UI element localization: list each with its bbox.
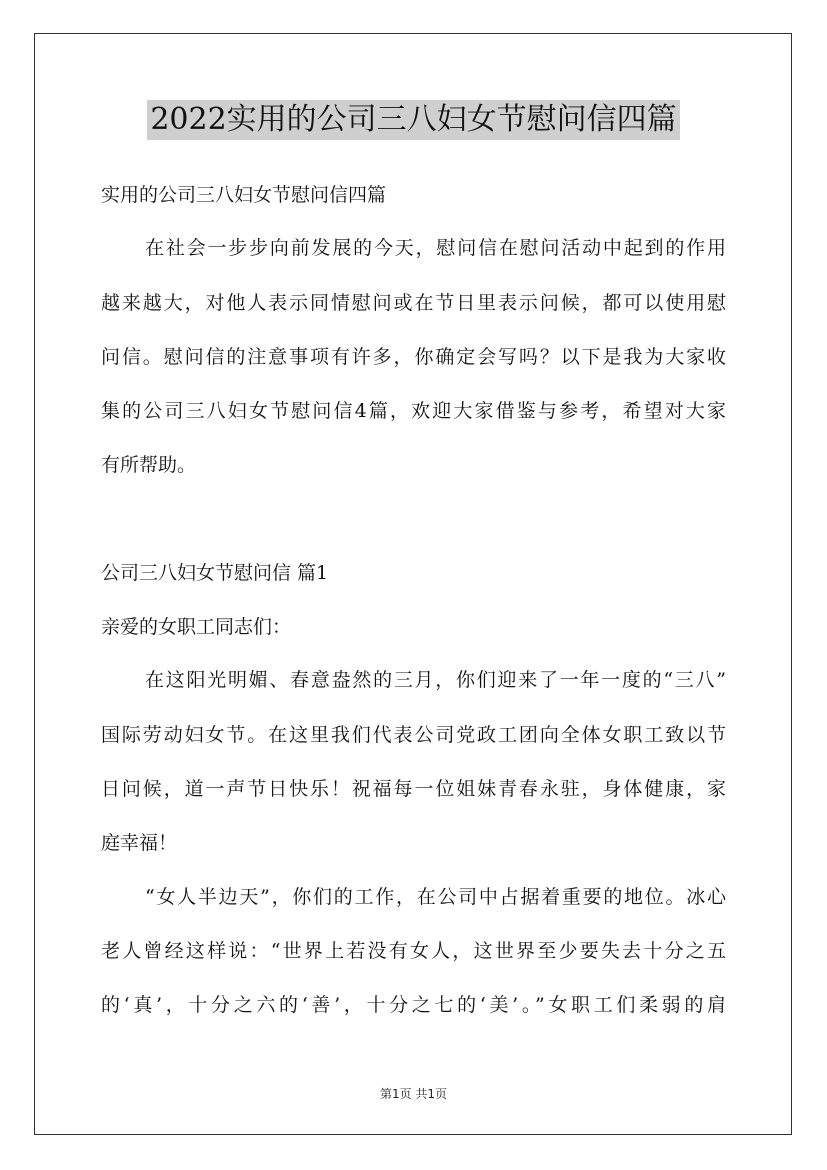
paragraph-line: 国际劳动妇女节。在这里我们代表公司党政工团向全体女职工致以节 <box>101 724 726 746</box>
paragraph-line: 在这阳光明媚、春意盎然的三月，你们迎来了一年一度的“三八” <box>145 669 726 691</box>
document-title-wrap <box>0 100 827 140</box>
subtitle-line: 实用的公司三八妇女节慰问信四篇 <box>101 184 387 206</box>
page-footer: 第1页 共1页 <box>379 1087 448 1101</box>
section-heading: 公司三八妇女节慰问信 篇1 <box>101 562 329 584</box>
paragraph-line: 庭幸福！ <box>101 832 178 854</box>
salutation: 亲爱的女职工同志们： <box>101 616 292 638</box>
paragraph-line: 越来越大，对他人表示同情慰问或在节日里表示问候，都可以使用慰 <box>101 292 726 314</box>
paragraph-line: 集的公司三八妇女节慰问信4篇，欢迎大家借鉴与参考，希望对大家 <box>101 400 726 422</box>
document-title: 2022实用的公司三八妇女节慰问信四篇 <box>147 100 679 140</box>
paragraph-line: 日问候，道一声节日快乐！祝福每一位姐妹青春永驻，身体健康，家 <box>101 778 726 800</box>
paragraph-line: 的‘真’，十分之六的‘善’，十分之七的‘美’。”女职工们柔弱的肩 <box>101 994 726 1016</box>
paragraph-line: “女人半边天”，你们的工作，在公司中占据着重要的地位。冰心 <box>145 886 726 908</box>
paragraph-line: 问信。慰问信的注意事项有许多，你确定会写吗？以下是我为大家收 <box>101 346 726 368</box>
paragraph-line: 有所帮助。 <box>101 454 197 476</box>
paragraph-line: 老人曾经这样说：“世界上若没有女人，这世界至少要失去十分之五 <box>101 940 726 962</box>
paragraph-line: 在社会一步步向前发展的今天，慰问信在慰问活动中起到的作用 <box>145 237 726 259</box>
